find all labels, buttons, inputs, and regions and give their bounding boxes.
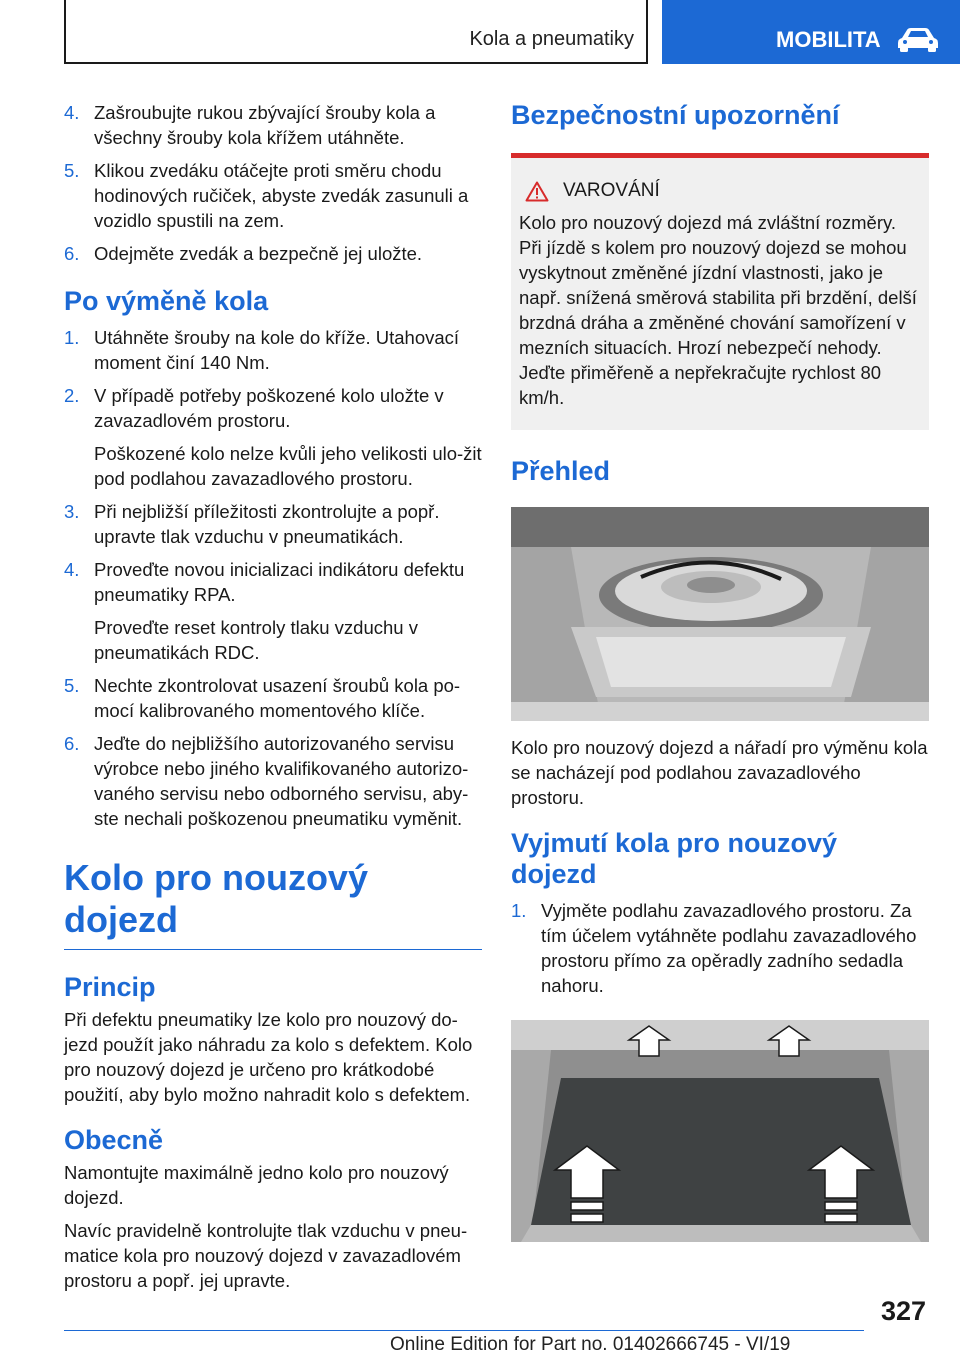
step-number: 4.	[64, 102, 80, 123]
step-number: 5.	[64, 675, 80, 696]
step-number: 6.	[64, 733, 80, 754]
section-heading-remove: Vyjmutí kola pro nouzový dojezd	[511, 828, 838, 889]
step-paragraph: Zašroubujte rukou zbývající šrouby kola a všechny šrouby kola křížem utáhněte.	[94, 102, 436, 148]
step-text	[94, 325, 482, 375]
step-paragraph: Proveďte novou inicializaci indikátoru defektu pneumatiky RPA.	[94, 559, 465, 605]
chapter-title: Kola a pneumatiky	[469, 28, 634, 50]
step-paragraph: Proveďte reset kontroly tlaku vzduchu v pneumatikách RDC.	[94, 617, 418, 663]
step-number: 4.	[64, 559, 80, 580]
step-paragraph: Jeďte do nejbližšího autorizovaného servisu výrobce nebo jiného kvalifikovaného autorizo‐vaného servisu nebo odborného servisu, aby‐ste nechali poškozenou pneumatiku vyměnit.	[94, 733, 469, 829]
step-paragraph: V případě potřeby poškozené kolo uložte v zavazadlovém prostoru.	[94, 385, 444, 431]
step-text	[94, 383, 482, 491]
step-number: 6.	[64, 243, 80, 264]
step-number: 2.	[64, 385, 80, 406]
step-paragraph: Při nejbližší příležitosti zkontrolujte a popř. upravte tlak vzduchu v pneumatikách.	[94, 501, 440, 547]
section-heading-safety: Bezpečnostní upozornění	[511, 100, 929, 158]
step-text	[541, 898, 929, 998]
footer-divider	[64, 1330, 864, 1331]
list-item	[64, 325, 482, 375]
list-item	[64, 158, 482, 233]
step-text	[94, 158, 482, 233]
section-heading-principle: Princip	[64, 972, 156, 1002]
step-paragraph: Odejměte zvedák a bezpečně jej uložte.	[94, 243, 423, 264]
step-text	[94, 499, 482, 549]
trunk-floor-photo	[511, 1020, 929, 1242]
list-item	[64, 499, 482, 549]
edition-note: Online Edition for Part no. 01402666745 - VI/19	[390, 1334, 791, 1355]
steps-list	[64, 100, 482, 266]
warning-text: Kolo pro nouzový dojezd má zvláštní rozměry. Při jízdě s kolem pro nouzový dojezd se mohou vyskytnout změněné jízdní vlastnosti, jako je např. snížená směrová stabilita při brzdění, delší brzdná dráha a změněné chování samořízení v mezních situacích. Hrozí nebezpečí nehody. Jeďte přiměřeně a nepřekračujte rychlost 80 km/h.	[519, 212, 917, 408]
list-item	[64, 383, 482, 491]
section-heading-general: Obecně	[64, 1125, 164, 1155]
step-paragraph: Utáhněte šrouby na kole do kříže. Utahovací moment činí 140 Nm.	[94, 327, 460, 373]
step-text	[94, 673, 482, 723]
step-text	[94, 241, 482, 266]
list-item	[64, 241, 482, 266]
step-number: 5.	[64, 160, 80, 181]
section-heading-overview: Přehled	[511, 456, 611, 486]
step-number: 1.	[511, 900, 527, 921]
steps-list	[511, 898, 929, 998]
list-item	[64, 673, 482, 723]
general-paragraph: Namontujte maximálně jedno kolo pro nouzový dojezd.	[64, 1162, 449, 1208]
step-paragraph: Klikou zvedáku otáčejte proti směru chodu hodinových ručiček, abyste zvedák zasunuli a vozidlo spustili na zem.	[94, 160, 469, 231]
step-text	[94, 731, 482, 831]
principle-text: Při defektu pneumatiky lze kolo pro nouzový do‐jezd použít jako náhradu za kolo s defektem. Kolo pro nouzový dojezd je určeno pro krátkodobé použití, aby bylo možno nahradit kolo s defektem.	[64, 1009, 473, 1105]
page-number: 327	[880, 1296, 926, 1326]
chapter-heading: Kolo pro nouzový dojezd	[64, 857, 482, 950]
step-number: 3.	[64, 501, 80, 522]
chapter-header	[64, 0, 648, 64]
step-paragraph: Vyjměte podlahu zavazadlového prostoru. Za tím účelem vytáhněte podlahu zavazadlového prostoru přímo za opěradly zadního sedadla nahoru.	[541, 900, 917, 996]
step-paragraph: Nechte zkontrolovat usazení šroubů kola po‐mocí kalibrovaného momentového klíče.	[94, 675, 461, 721]
right-column	[511, 100, 929, 1242]
general-paragraph: Navíc pravidelně kontrolujte tlak vzduchu v pneu‐matice kola pro nouzový dojezd v zavazadlovém prostoru a popř. jej upravte.	[64, 1220, 468, 1291]
list-item	[64, 557, 482, 665]
section-heading-after-change: Po výměně kola	[64, 286, 269, 316]
steps-list	[64, 325, 482, 831]
warning-box	[511, 158, 929, 430]
left-column	[64, 100, 482, 1301]
spare-wheel-photo	[511, 507, 929, 721]
step-number: 1.	[64, 327, 80, 348]
step-paragraph: Poškozené kolo nelze kvůli jeho velikosti ulo‐žit pod podlahou zavazadlového prostoru.	[94, 443, 482, 489]
list-item	[64, 100, 482, 150]
step-text	[94, 557, 482, 665]
warning-label: VAROVÁNÍ	[563, 180, 660, 201]
step-text	[94, 100, 482, 150]
section-title: MOBILITA	[776, 27, 881, 52]
list-item	[64, 731, 482, 831]
car-icon	[896, 26, 940, 54]
photo-caption: Kolo pro nouzový dojezd a nářadí pro výměnu kola se nacházejí pod podlahou zavazadlového prostoru.	[511, 737, 928, 808]
section-header	[662, 0, 960, 64]
warning-heading	[525, 180, 919, 202]
warning-triangle-icon	[525, 181, 549, 202]
list-item	[511, 898, 929, 998]
